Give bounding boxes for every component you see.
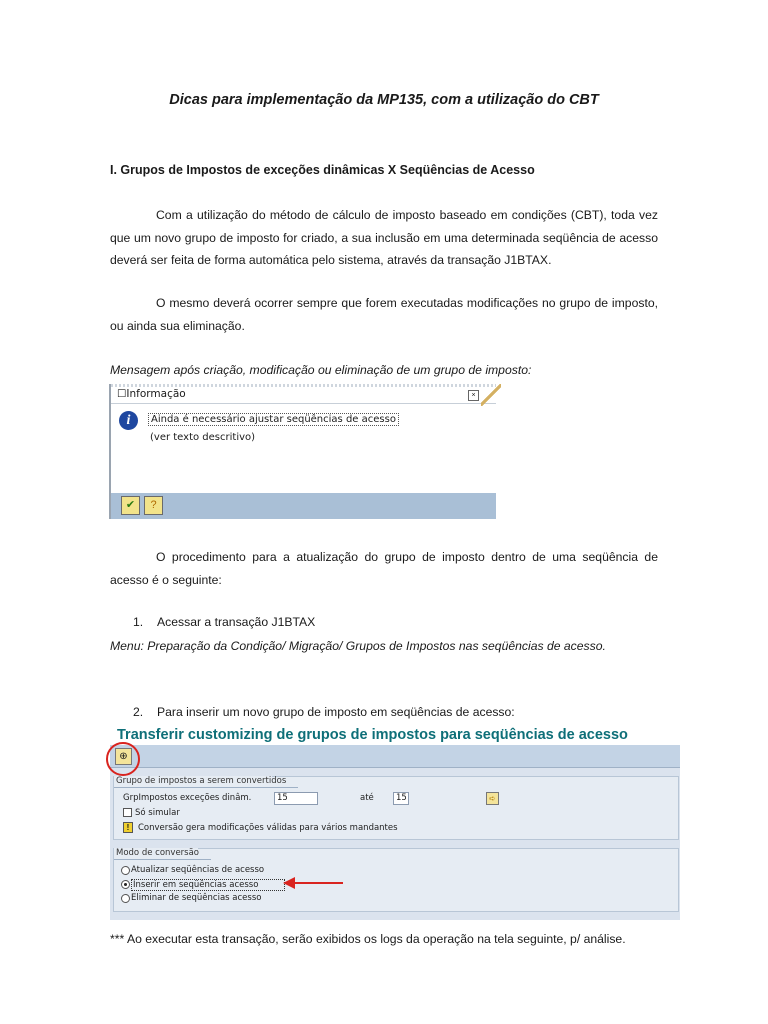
step-1-text: Acessar a transação J1BTAX [157, 615, 316, 629]
dialog-title-text: Informação [126, 388, 186, 400]
menu-path: Menu: Preparação da Condição/ Migração/ Grupos de Impostos nas seqüências de acesso. [110, 639, 606, 653]
radio-update[interactable] [121, 866, 130, 875]
conversion-group-box [113, 776, 679, 840]
paragraph-3-text: O procedimento para a atualização do grupo de imposto dentro de uma seqüência de acesso é o seguinte: [110, 550, 658, 587]
group1-title: Grupo de impostos a serem convertidos [114, 776, 298, 788]
info-icon: i [119, 411, 138, 430]
radio-delete[interactable] [121, 894, 130, 903]
dialog-footer [111, 493, 496, 519]
execute-icon[interactable]: ⊕ [115, 748, 132, 765]
step-1-number: 1. [133, 615, 144, 629]
paragraph-1-text: Com a utilização do método de cálculo de imposto baseado em condições (CBT), toda vez que um novo grupo de imposto for criado, a sua inclusão em uma determinada seqüência de acesso deverá ser feita de forma automática pelo sistema, através da transação J1BTAX. [110, 208, 658, 267]
sap-transaction-screen [110, 745, 680, 920]
paragraph-3 [110, 546, 658, 591]
step-1 [133, 615, 315, 629]
tax-group-to-input[interactable]: 15 [393, 792, 409, 805]
to-label: até [360, 793, 374, 803]
caption-message: Mensagem após criação, modificação ou eliminação de um grupo de imposto: [110, 363, 532, 377]
section-heading: I. Grupos de Impostos de exceções dinâmicas X Seqüências de Acesso [110, 163, 535, 177]
dialog-top-band [111, 384, 496, 387]
footnote: *** Ao executar esta transação, serão exibidos os logs da operação na tela seguinte, p/ análise. [110, 932, 626, 946]
close-icon[interactable]: × [468, 390, 479, 401]
information-dialog [109, 384, 496, 519]
dialog-message: Ainda é necessário ajustar seqüências de acesso [148, 413, 399, 426]
dialog-window-icon: ☐ [117, 388, 127, 400]
group2-title: Modo de conversão [114, 848, 211, 860]
tax-group-label: GrpImpostos exceções dinâm. [123, 793, 252, 803]
conversion-mode-box [113, 848, 679, 912]
highlight-circle [106, 742, 140, 776]
sap-toolbar [110, 745, 680, 768]
red-arrow-icon [283, 876, 345, 890]
simulate-checkbox[interactable] [123, 808, 132, 817]
dialog-titlebar [111, 388, 496, 404]
help-icon[interactable]: ? [144, 496, 163, 515]
radio-insert-label: Inserir em seqüências acesso [131, 879, 285, 891]
paragraph-2 [110, 292, 658, 337]
document-title: Dicas para implementação da MP135, com a utilização do CBT [169, 92, 599, 108]
confirm-check-icon[interactable]: ✔ [121, 496, 140, 515]
warning-icon: ! [123, 822, 133, 833]
step-2 [133, 705, 515, 719]
sap-screen-title: Transferir customizing de grupos de impostos para seqüências de acesso [117, 727, 628, 743]
tax-group-from-input[interactable]: 15 [274, 792, 318, 805]
step-2-number: 2. [133, 705, 144, 719]
simulate-label: Só simular [135, 808, 180, 818]
warning-text: Conversão gera modificações válidas para vários mandantes [138, 823, 398, 833]
dialog-title [117, 388, 186, 400]
step-2-text: Para inserir um novo grupo de imposto em seqüências de acesso: [157, 705, 515, 719]
radio-insert[interactable] [121, 880, 130, 889]
dialog-message-detail: (ver texto descritivo) [150, 432, 256, 443]
radio-update-label: Atualizar seqüências de acesso [131, 865, 265, 875]
paragraph-1 [110, 204, 658, 272]
radio-delete-label: Eliminar de seqüências acesso [131, 893, 262, 903]
multiple-selection-icon[interactable]: ➪ [486, 792, 499, 805]
paragraph-2-text: O mesmo deverá ocorrer sempre que forem executadas modificações no grupo de imposto, ou ainda sua eliminação. [110, 296, 658, 333]
titlebar-decoration [481, 384, 501, 406]
